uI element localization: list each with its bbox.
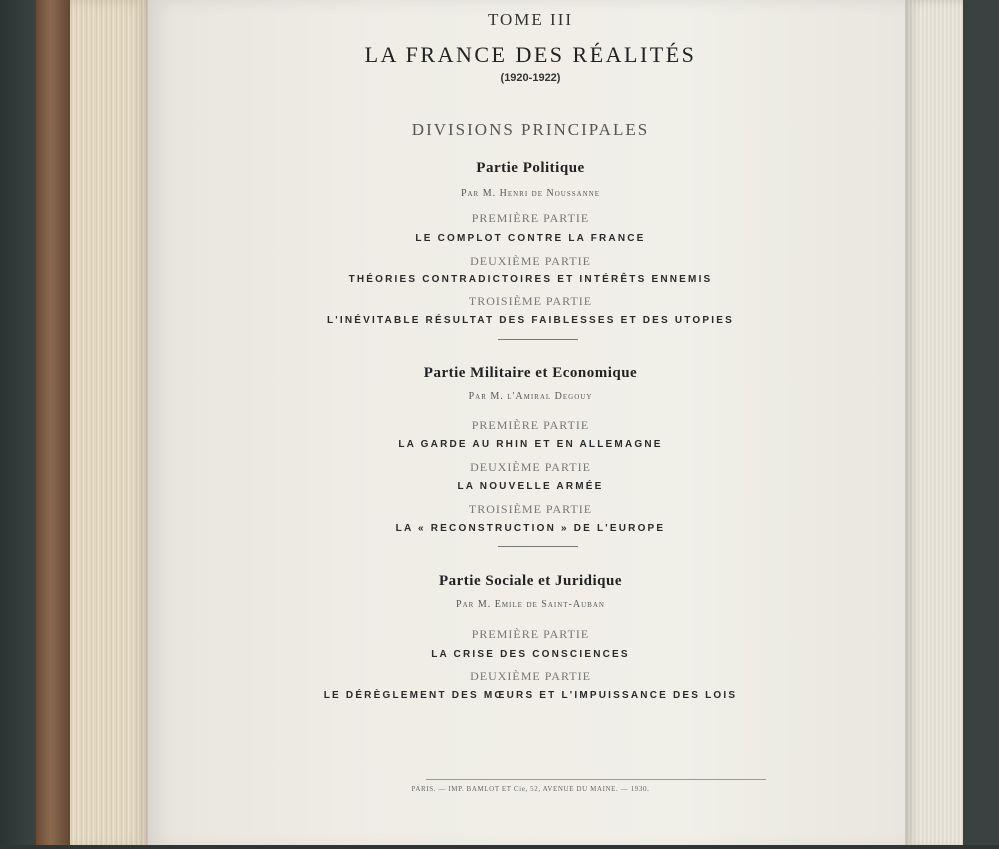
part-label: PREMIÈRE PARTIE xyxy=(471,627,590,641)
date-range: (1920-1922) xyxy=(500,72,561,84)
section-author: Par M. l'Amiral Degouy xyxy=(468,391,593,402)
background-right xyxy=(963,0,999,849)
book-binding xyxy=(36,0,72,849)
part-label: PREMIÈRE PARTIE xyxy=(471,211,590,225)
part-title: LE DÉRÈGLEMENT DES MŒURS ET L'IMPUISSANCE DES LOIS xyxy=(323,690,738,701)
section-title: Partie Militaire et Economique xyxy=(423,365,638,381)
part-title: LA CRISE DES CONSCIENCES xyxy=(431,649,630,660)
page-edges-right xyxy=(905,0,967,849)
part-title: LA NOUVELLE ARMÉE xyxy=(457,481,604,492)
part-title: L'INÉVITABLE RÉSULTAT DES FAIBLESSES ET DES UTOPIES xyxy=(326,315,735,326)
section-divider xyxy=(498,339,578,340)
printer-imprint: PARIS. — IMP. BAMLOT ET Cie, 52, AVENUE DU MAINE. — 1930. xyxy=(411,785,650,793)
part-label: TROISIÈME PARTIE xyxy=(468,294,593,308)
part-label: DEUXIÈME PARTIE xyxy=(470,254,591,268)
section-title: Partie Politique xyxy=(476,160,585,176)
part-title: LA GARDE AU RHIN ET EN ALLEMAGNE xyxy=(398,439,663,450)
part-label: DEUXIÈME PARTIE xyxy=(470,669,591,683)
section-author: Par M. Henri de Noussanne xyxy=(460,188,601,199)
page-content xyxy=(148,0,913,849)
part-label: PREMIÈRE PARTIE xyxy=(471,418,590,432)
footer-rule xyxy=(426,779,766,780)
divisions-heading: DIVISIONS PRINCIPALES xyxy=(411,120,650,139)
page-edges-left xyxy=(70,0,150,849)
background-left xyxy=(0,0,40,849)
section-title: Partie Sociale et Juridique xyxy=(438,573,623,589)
part-title: THÉORIES CONTRADICTOIRES ET INTÉRÊTS ENNEMIS xyxy=(348,274,713,285)
part-title: LE COMPLOT CONTRE LA FRANCE xyxy=(415,233,646,244)
section-divider xyxy=(498,546,578,547)
part-label: DEUXIÈME PARTIE xyxy=(470,460,591,474)
section-author: Par M. Emile de Saint-Auban xyxy=(456,599,605,610)
tome-number: TOME III xyxy=(487,10,574,29)
part-label: TROISIÈME PARTIE xyxy=(468,502,593,516)
part-title: LA « RECONSTRUCTION » DE L'EUROPE xyxy=(395,523,666,534)
page-title: LA FRANCE DES RÉALITÉS xyxy=(364,42,697,67)
